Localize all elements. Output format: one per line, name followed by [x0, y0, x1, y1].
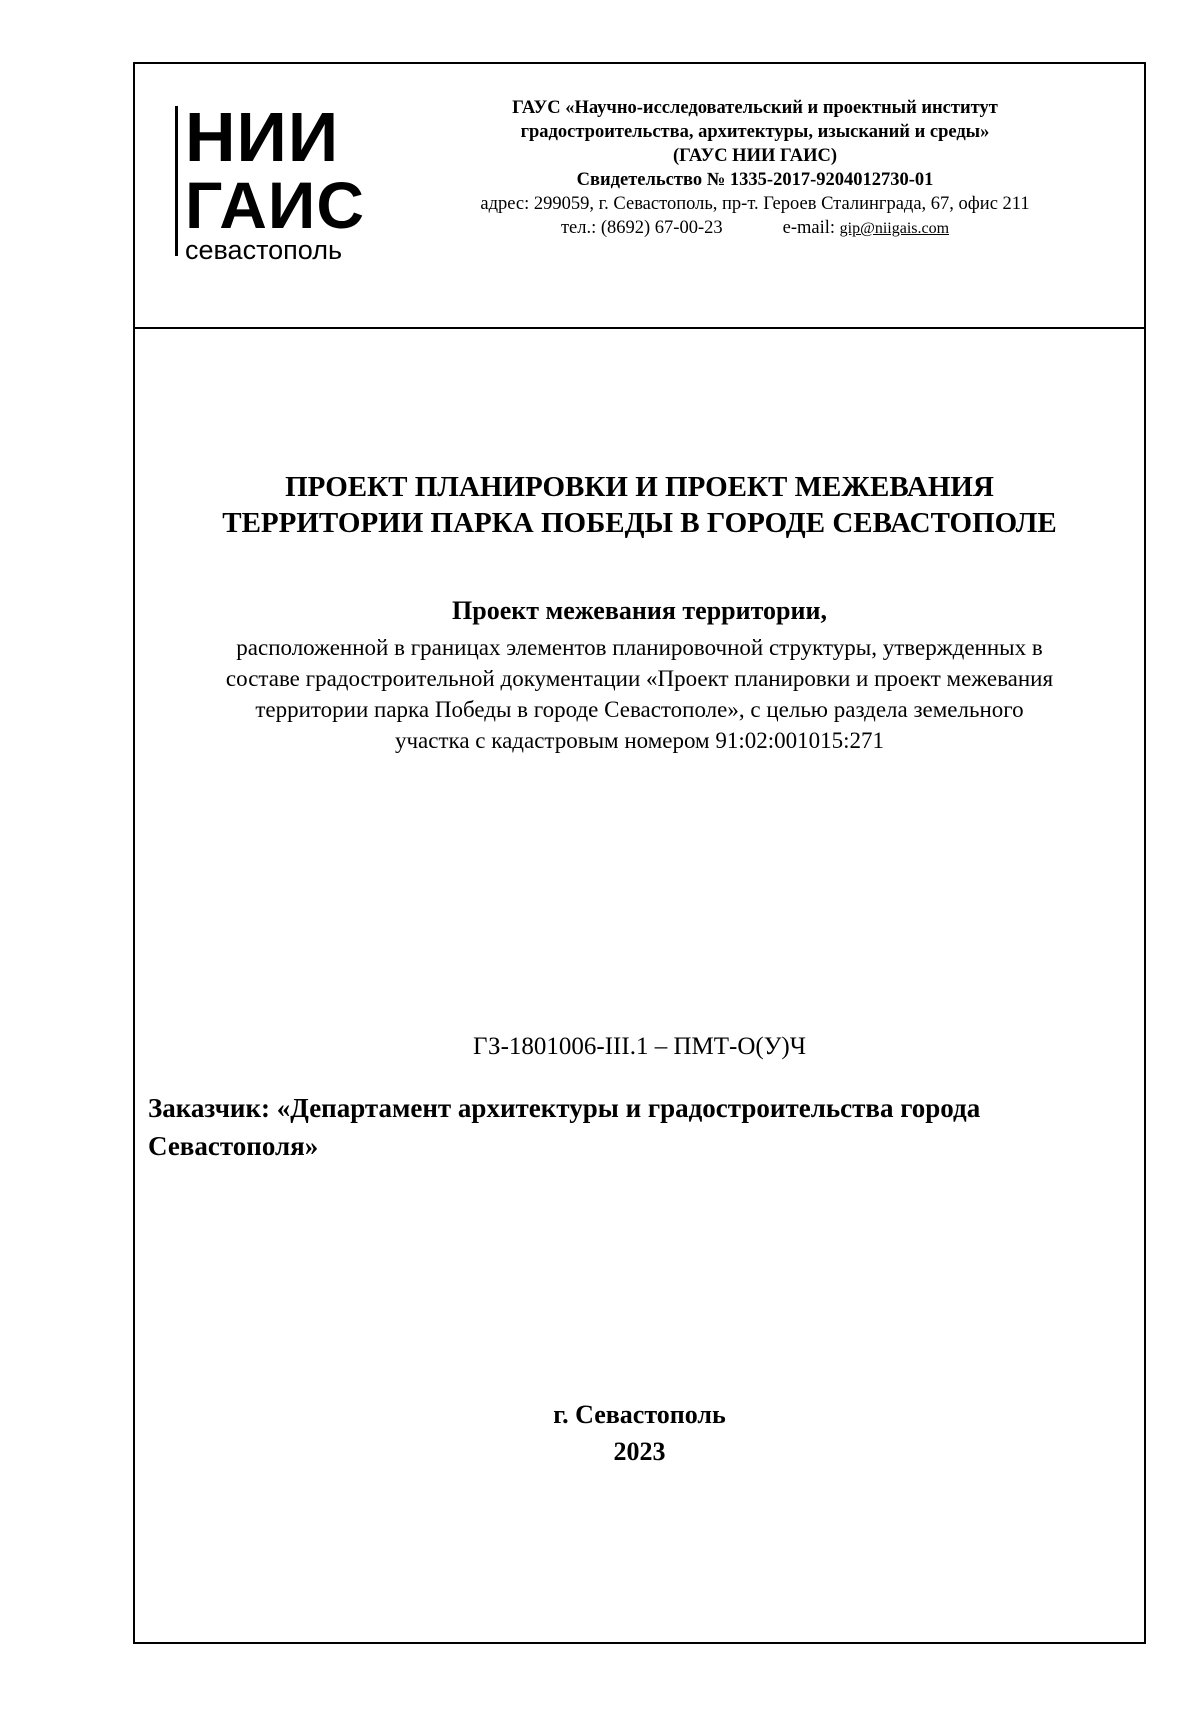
title-line-2: ТЕРРИТОРИИ ПАРКА ПОБЕДЫ В ГОРОДЕ СЕВАСТОПОЛЕ	[222, 507, 1057, 539]
org-name-line-1: ГАУС «Научно-исследовательский и проектный институт	[512, 98, 998, 118]
logo-line-2: ГАИС	[185, 168, 366, 242]
org-name-line-2: градостроительства, архитектуры, изысканий и среды»	[520, 122, 990, 142]
document-code: ГЗ-1801006-III.1 – ПМТ-О(У)Ч	[472, 1033, 806, 1060]
org-address: адрес: 299059, г. Севастополь, пр-т. Героев Сталинграда, 67, офис 211	[480, 194, 1030, 214]
customer-line-1: Заказчик: «Департамент архитектуры и градостроительства города	[148, 1093, 981, 1123]
header-block	[135, 64, 1144, 329]
email-label: e-mail:	[782, 218, 836, 238]
org-short-name: (ГАУС НИИ ГАИС)	[672, 146, 838, 166]
customer-block	[148, 1089, 1128, 1165]
org-phone: тел.: (8692) 67-00-23	[560, 218, 723, 238]
organization-info	[405, 96, 1105, 241]
customer-line-2: Севастополя»	[148, 1131, 319, 1161]
year: 2023	[613, 1437, 666, 1466]
logo-line-1: НИИ	[185, 98, 340, 176]
description-line-1: расположенной в границах элементов планировочной структуры, утвержденных в	[236, 635, 1043, 660]
document-title	[135, 469, 1144, 541]
email-link[interactable]: gip@niigais.com	[839, 220, 950, 237]
document-subtitle: Проект межевания территории,	[452, 596, 827, 625]
org-contacts	[405, 216, 1105, 241]
org-certificate: Свидетельство № 1335-2017-9204012730-01	[576, 170, 934, 190]
logo-line-3: севастополь	[185, 235, 343, 265]
description-line-4: участка с кадастровым номером 91:02:001015:271	[394, 728, 885, 753]
title-line-1: ПРОЕКТ ПЛАНИРОВКИ И ПРОЕКТ МЕЖЕВАНИЯ	[285, 471, 994, 503]
title-page-frame	[133, 62, 1146, 1644]
niigais-logo	[175, 98, 366, 265]
description-line-3: территории парка Победы в городе Севастополе», с целью раздела земельного	[255, 697, 1024, 722]
logo-bar	[175, 106, 178, 256]
description-line-2: составе градостроительной документации «Проект планировки и проект межевания	[225, 666, 1054, 691]
document-description	[135, 632, 1144, 756]
place-and-year	[135, 1396, 1144, 1470]
city: г. Севастополь	[553, 1400, 726, 1429]
